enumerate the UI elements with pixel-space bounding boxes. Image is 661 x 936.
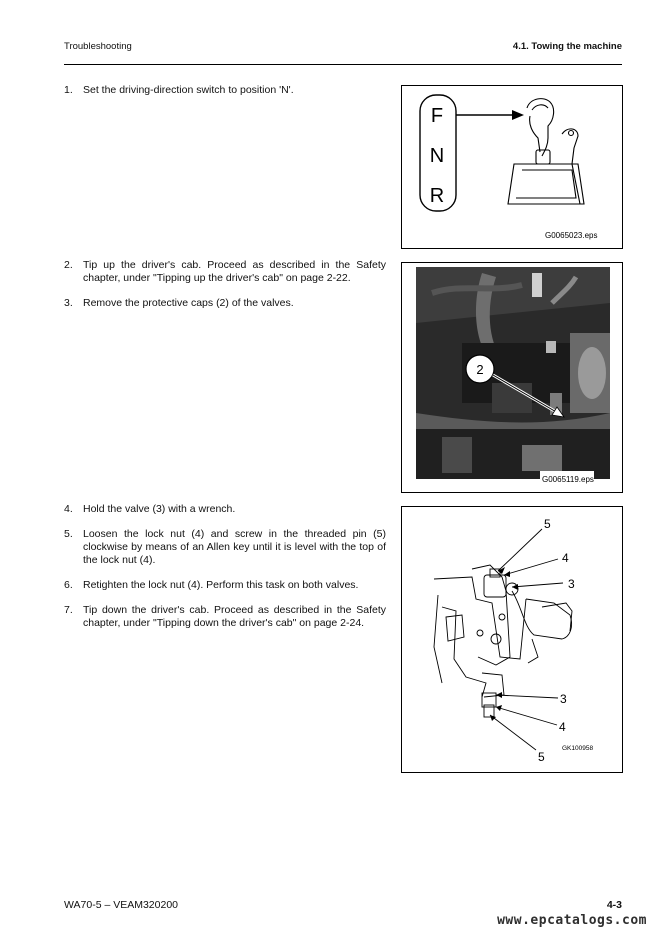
callout-5-top: 5	[544, 517, 551, 531]
step-2	[64, 259, 386, 285]
step-text: Tip up the driver's cab. Proceed as described in the Safety chapter, under "Tipping up the driver's cab" on page 2-22.	[83, 259, 386, 284]
step-number: 5.	[64, 528, 73, 540]
step-number: 2.	[64, 259, 73, 271]
footer-page-number: 4-3	[606, 899, 622, 911]
callout-3-bottom: 3	[560, 692, 567, 706]
header-section: Troubleshooting	[64, 41, 132, 52]
figure-valve-caps	[401, 262, 623, 493]
watermark-text: www.epcatalogs.com	[497, 913, 647, 928]
step-text: Set the driving-direction switch to position 'N'.	[83, 84, 294, 96]
header-divider	[64, 64, 622, 65]
callout-5-bottom: 5	[538, 750, 545, 764]
figure-caption: G0065023.eps	[545, 231, 598, 240]
figure-valve-block	[401, 506, 623, 773]
callout-label: 2	[476, 362, 484, 377]
step-number: 3.	[64, 297, 73, 309]
step-3	[64, 297, 386, 310]
step-5	[64, 528, 386, 567]
position-n: N	[429, 145, 445, 167]
step-6	[64, 579, 386, 592]
figure-caption: GK100958	[562, 745, 594, 752]
step-4	[64, 503, 386, 516]
step-7	[64, 604, 386, 630]
step-1	[64, 84, 386, 97]
callout-3-top: 3	[568, 577, 575, 591]
step-number: 4.	[64, 503, 73, 515]
callout-4-bottom: 4	[559, 720, 566, 734]
figure-caption: G0065119.eps	[542, 475, 594, 484]
valve-photo	[416, 267, 610, 479]
valve-block-drawing	[434, 565, 572, 717]
step-text: Loosen the lock nut (4) and screw in the threaded pin (5) clockwise by means of an Allen key until it is level with the top of the lock nut (4).	[83, 528, 386, 566]
step-text: Hold the valve (3) with a wrench.	[83, 503, 236, 515]
step-number: 6.	[64, 579, 73, 591]
header-title: 4.1. Towing the machine	[512, 41, 622, 52]
figure-direction-switch	[401, 85, 623, 249]
step-number: 1.	[64, 84, 73, 96]
step-number: 7.	[64, 604, 73, 616]
step-text: Tip down the driver's cab. Proceed as described in the Safety chapter, under "Tipping down the driver's cab" on page 2-24.	[83, 604, 386, 629]
footer-doc-id: WA70-5 – VEAM320200	[64, 899, 179, 911]
position-r: R	[429, 185, 445, 207]
step-text: Retighten the lock nut (4). Perform this task on both valves.	[83, 579, 359, 591]
callout-4-top: 4	[562, 551, 569, 565]
step-text: Remove the protective caps (2) of the valves.	[83, 297, 294, 309]
position-f: F	[430, 105, 444, 127]
